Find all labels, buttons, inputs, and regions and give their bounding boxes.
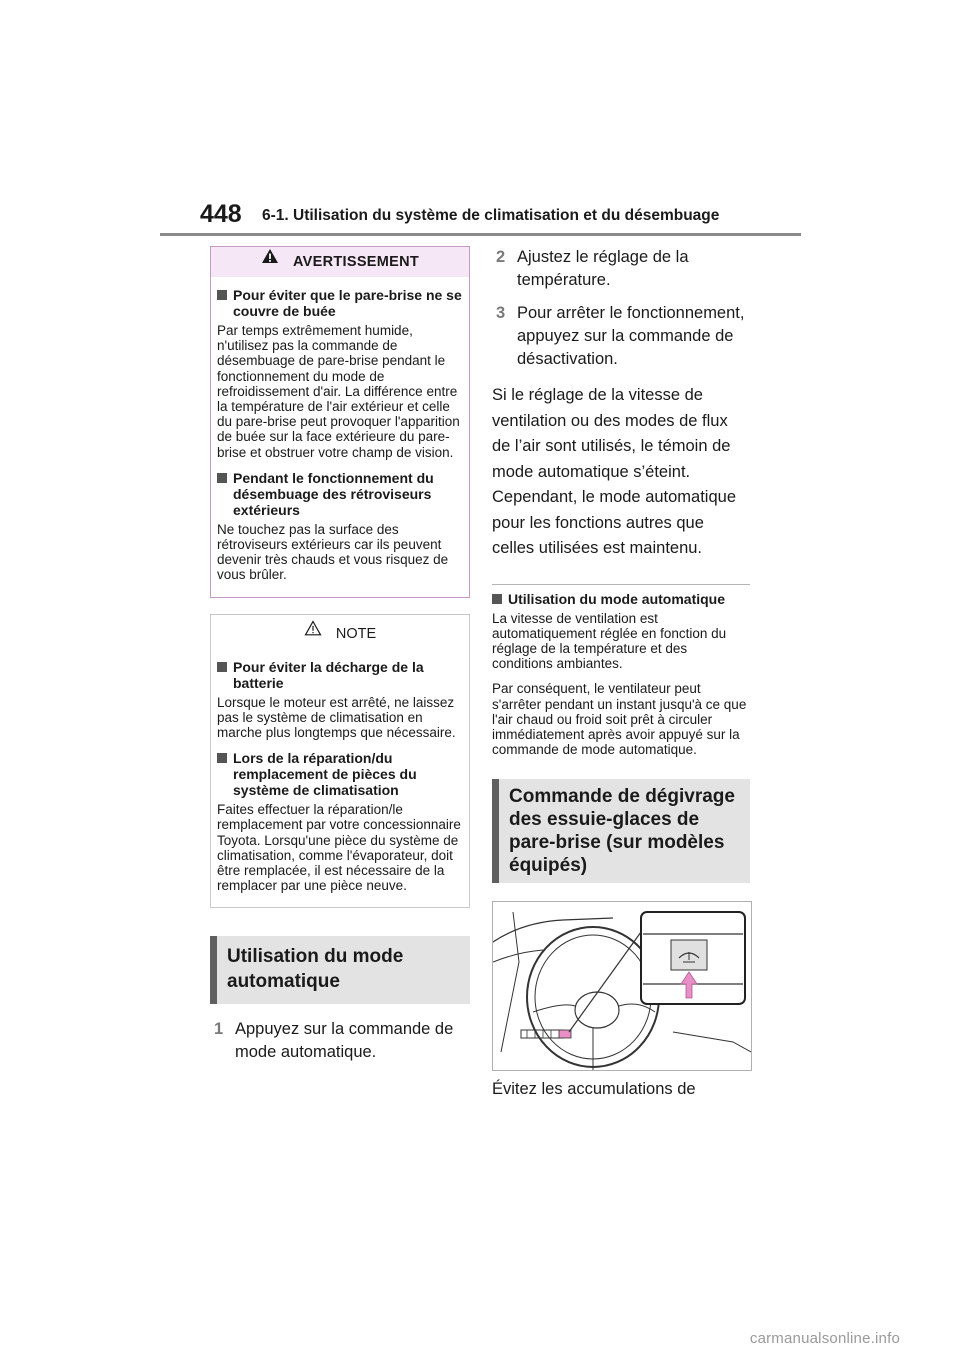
warning-item-text: Par temps extrêmement humide, n'utilisez pas la commande de désembuage de pare-brise pendant le fonctionnement du mode de refroidissement d'air. La différence entre la température de l'air extérieur et celle du pare-brise peut provoquer l'apparition de buée sur la face extérieure du pare-brise et obstruer votre champ de vision.	[217, 323, 460, 460]
step-number: 3	[496, 304, 506, 322]
warning-item-heading: Pendant le fonctionnement du désembuage des rétroviseurs extérieurs	[217, 470, 463, 518]
warning-icon	[261, 245, 279, 276]
warning-item-heading: Pour éviter que le pare-brise ne se couvre de buée	[217, 287, 463, 319]
square-bullet-icon	[217, 662, 227, 672]
dashboard-drawing	[493, 902, 751, 1070]
square-bullet-icon	[217, 753, 227, 763]
right-column	[492, 246, 750, 1103]
caution-icon	[304, 617, 322, 647]
deicer-caption: Évitez les accumulations de	[492, 1080, 696, 1099]
left-column	[210, 246, 470, 1064]
divider	[492, 584, 750, 585]
warning-body	[211, 277, 469, 597]
note-item-heading: Lors de la réparation/du remplacement de pièces du système de climatisation	[217, 750, 463, 798]
page-number: 448	[200, 200, 242, 228]
step-item	[210, 1018, 470, 1064]
header-rule	[160, 233, 801, 236]
step-number: 1	[214, 1020, 224, 1039]
step-number: 2	[496, 248, 506, 266]
note-body	[211, 649, 469, 908]
dashboard-illustration	[492, 901, 752, 1071]
auto-info-heading: Utilisation du mode automatique	[492, 591, 750, 607]
note-item-text: Faites effectuer la réparation/le remplacement par votre concessionnaire Toyota. Lorsqu'une pièce du système de climatisation, comme l'évaporateur, doit être remplacée, il est nécessaire de la remplacer par une pièce neuve.	[217, 802, 461, 894]
square-bullet-icon	[217, 473, 227, 483]
step-text: Pour arrêter le fonctionnement, appuyez sur la commande de désactivation.	[517, 304, 745, 368]
watermark: carmanualsonline.info	[749, 1330, 900, 1347]
auto-info-text: La vitesse de ventilation est automatiquement réglée en fonction du réglage de la température et des conditions ambiantes.	[492, 610, 727, 672]
step-item	[492, 246, 750, 292]
auto-info-text: Par conséquent, le ventilateur peut s'arrêter pendant un instant jusqu'à ce que l'air chaud ou froid soit prêt à circuler immédiatement après avoir appuyé sur la commande de mode automatique.	[492, 681, 747, 758]
deicer-section-title: Commande de dégivrage des essuie-glaces de pare-brise (sur modèles équipés)	[492, 779, 750, 883]
note-item-text: Lorsque le moteur est arrêté, ne laissez pas le système de climatisation en marche plus longtemps que nécessaire.	[217, 694, 456, 741]
note-title: NOTE	[335, 625, 377, 642]
warning-item-text: Ne touchez pas la surface des rétroviseurs extérieurs car ils peuvent devenir très chauds et vous risquez de vous brûler.	[217, 521, 449, 583]
square-bullet-icon	[217, 290, 227, 300]
step-text: Appuyez sur la commande de mode automatique.	[235, 1020, 454, 1062]
note-header	[211, 619, 469, 649]
note-box	[210, 614, 470, 909]
warning-box	[210, 246, 470, 598]
chapter-title: 6-1. Utilisation du système de climatisation et du désembuage	[262, 207, 720, 224]
warning-header	[211, 247, 469, 277]
page-header	[0, 0, 960, 240]
step-text: Ajustez le réglage de la température.	[517, 248, 689, 289]
square-bullet-icon	[492, 594, 502, 604]
note-item-heading: Pour éviter la décharge de la batterie	[217, 659, 463, 691]
auto-mode-section-title: Utilisation du mode automatique	[210, 936, 470, 1004]
warning-title: AVERTISSEMENT	[292, 254, 420, 270]
auto-mode-paragraph: Si le réglage de la vitesse de ventilation ou des modes de flux de l’air sont utilisés, le témoin de mode automatique s’éteint. Cependant, le mode automatique pour les fonctions autres que celles utilisées est maintenu.	[492, 386, 737, 557]
step-item	[492, 302, 750, 371]
